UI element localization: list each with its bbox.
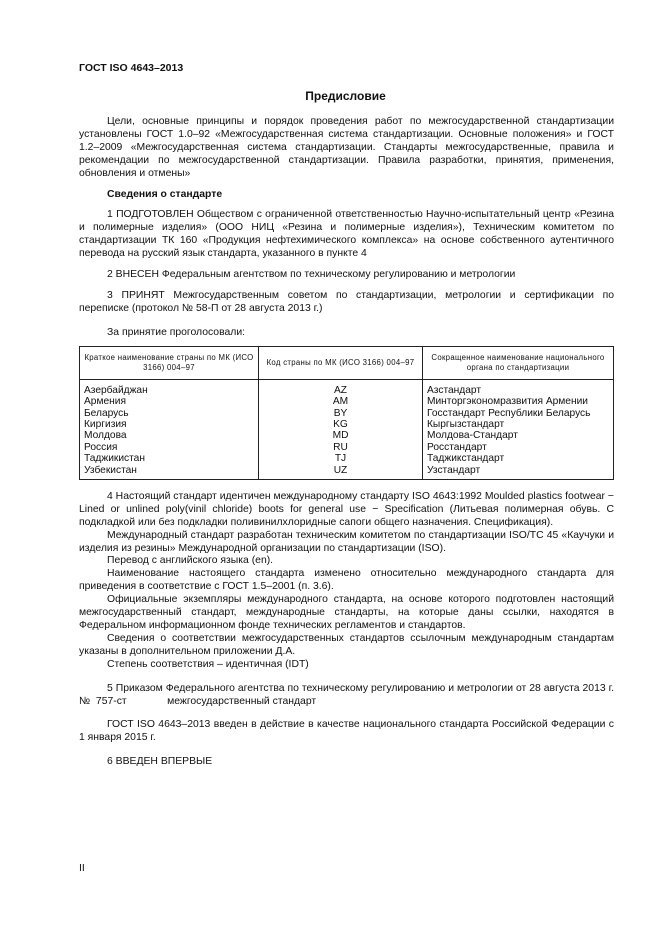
body-cell: Госстандарт Республики Беларусь — [423, 408, 614, 419]
item-4-degree: Степень соответствия – идентичная (IDT) — [107, 658, 309, 670]
page-title: Предисловие — [305, 89, 386, 103]
intro-paragraph: Цели, основные принципы и порядок проведения работ по межгосударственной стандартизации установлены ГОСТ 1.0–92 «Межгосударственная система стандартизации. Основные положения» и ГОСТ 1.2–2009 «Межгосударственная система стандартизации. Стандарты межгосударственные, правила и рекомендации по межгосударственной стандартизации. Правила разработки, принятия, применения, обновления и отмены» — [79, 116, 614, 179]
country-cell: Таджикистан — [80, 453, 259, 464]
country-cell: Узбекистан — [80, 465, 259, 480]
table-row — [80, 379, 614, 396]
item-5-effective: ГОСТ ISO 4643–2013 введен в действие в качестве национального стандарта Российской Федерации с 1 января 2015 г. — [79, 719, 614, 744]
body-cell: Узстандарт — [423, 465, 614, 480]
body-cell: Таджикстандарт — [423, 453, 614, 464]
table-row — [80, 419, 614, 430]
table-row — [80, 408, 614, 419]
code-cell: AM — [259, 396, 423, 407]
body-cell: Азстандарт — [423, 379, 614, 396]
body-cell: Кыргызстандарт — [423, 419, 614, 430]
code-cell: AZ — [259, 379, 423, 396]
code-cell: RU — [259, 442, 423, 453]
document-body — [79, 116, 617, 769]
code-cell: BY — [259, 408, 423, 419]
country-cell: Россия — [80, 442, 259, 453]
item-6: 6 ВВЕДЕН ВПЕРВЫЕ — [107, 756, 213, 768]
voted-label: За принятие проголосовали: — [107, 326, 246, 338]
item-5: 5 Приказом Федерального агентства по техническому регулированию и метрологии от 28 августа 2013 г. № 757-ст межгосударственный стандарт — [79, 682, 617, 707]
body-cell: Минторгэкономразвития Армении — [423, 396, 614, 407]
country-cell: Азербайджан — [80, 379, 259, 396]
table-header-row — [80, 346, 614, 379]
table-row — [80, 465, 614, 480]
code-cell: MD — [259, 430, 423, 441]
item-4-references: Сведения о соответствии межгосударственных стандартов ссылочным международным стандартам указаны в дополнительном приложении Д.А. — [79, 632, 614, 657]
item-2: 2 ВНЕСЕН Федеральным агентством по техническому регулированию и метрологии — [107, 269, 516, 281]
document-header: ГОСТ ISO 4643–2013 — [79, 62, 184, 74]
code-cell: KG — [259, 419, 423, 430]
code-cell: TJ — [259, 453, 423, 464]
item-1: 1 ПОДГОТОВЛЕН Обществом с ограниченной ответственностью Научно-испытательный центр «Резина и полимерные изделия» (ООО НИЦ «Резина и полимерные изделия»), Техническим комитетом по стандартизации ТК 160 «Продукция нефтехимического комплекса» на основе собственного аутентичного перевода на русский язык стандарта, указанного в пункте 4 — [79, 209, 614, 260]
table-row — [80, 442, 614, 453]
item-4-translation: Перевод с английского языка (en). — [107, 555, 274, 567]
item-4: 4 Настоящий стандарт идентичен международному стандарту ISO 4643:1992 Moulded plastics footwear − Lined or unlined poly(vinil chloride) boots for general use − Specification (Литьевая полимерная обувь. С подкладкой или без подкладки поливинилхлоридные сапоги общего назначения. Спецификация). — [79, 490, 614, 528]
item-3: 3 ПРИНЯТ Межгосударственным советом по стандартизации, метрологии и сертификации по переписке (протокол № 58-П от 28 августа 2013 г.) — [79, 289, 614, 314]
column-header-code: Код страны по МК (ИСО 3166) 004–97 — [259, 346, 423, 379]
body-cell: Росстандарт — [423, 442, 614, 453]
table-row — [80, 396, 614, 407]
country-cell: Молдова — [80, 430, 259, 441]
voting-table — [79, 346, 614, 480]
column-header-country: Краткое наименование страны по МК (ИСО 3166) 004–97 — [80, 346, 259, 379]
page-number: II — [79, 862, 85, 874]
column-header-body: Сокращенное наименование национального органа по стандартизации — [423, 346, 614, 379]
code-cell: UZ — [259, 465, 423, 480]
item-4-developer: Международный стандарт разработан техническим комитетом по стандартизации ISO/TC 45 «Каучуки и изделия из резины» Международной организации по стандартизации (ISO). — [79, 529, 614, 554]
section-heading: Сведения о стандарте — [107, 188, 223, 200]
country-cell: Беларусь — [80, 408, 259, 419]
country-cell: Армения — [80, 396, 259, 407]
body-cell: Молдова-Стандарт — [423, 430, 614, 441]
item-4-official-copies: Официальные экземпляры международного стандарта, на основе которого подготовлен настоящий межгосударственный стандарт, международные стандарты, на которые даны ссылки, находятся в Федеральном информационном фонде технических регламентов и стандартов. — [79, 594, 614, 631]
table-row — [80, 453, 614, 464]
item-4-title-change: Наименование настоящего стандарта изменено относительно международного стандарта для приведения в соответствие с ГОСТ 1.5–2001 (п. 3.6). — [79, 568, 614, 593]
country-cell: Киргизия — [80, 419, 259, 430]
table-row — [80, 430, 614, 441]
